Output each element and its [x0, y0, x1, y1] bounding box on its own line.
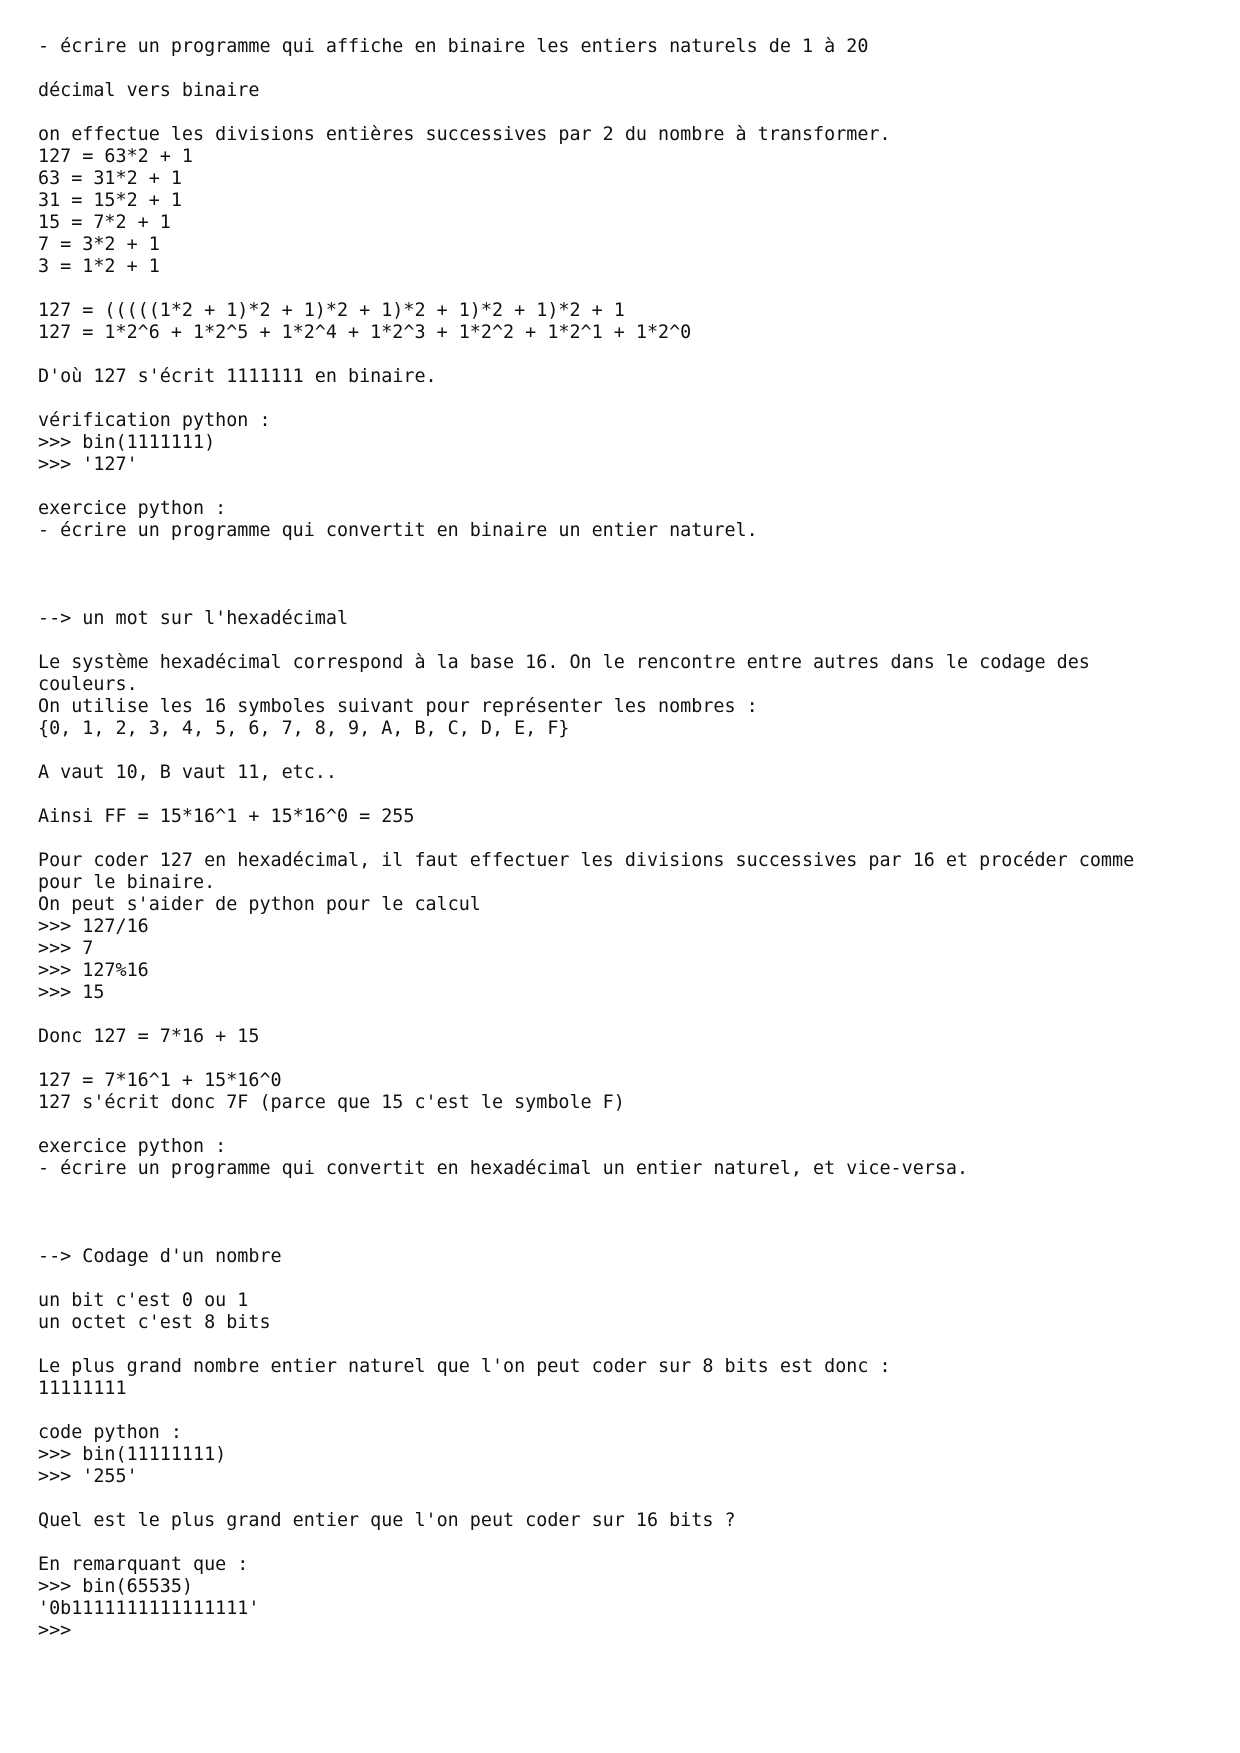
blank-line: [38, 1180, 1208, 1202]
blank-line: [38, 784, 1208, 806]
text-line: - écrire un programme qui convertit en binaire un entier naturel.: [38, 520, 758, 541]
text-line: Pour coder 127 en hexadécimal, il faut effectuer les divisions successives par 16 et procéder comme: [38, 850, 1135, 871]
text-line: Quel est le plus grand entier que l'on peut coder sur 16 bits ?: [38, 1510, 736, 1531]
blank-line: [38, 630, 1208, 652]
text-line: couleurs.: [38, 674, 138, 695]
text-line: 31 = 15*2 + 1: [38, 190, 182, 211]
text-line: A vaut 10, B vaut 11, etc..: [38, 762, 337, 783]
text-line: on effectue les divisions entières successives par 2 du nombre à transformer.: [38, 124, 891, 145]
text-line: 11111111: [38, 1378, 127, 1399]
blank-line: [38, 828, 1208, 850]
text-line: Le plus grand nombre entier naturel que l'on peut coder sur 8 bits est donc :: [38, 1356, 891, 1377]
text-line: un bit c'est 0 ou 1: [38, 1290, 249, 1311]
text-line: exercice python :: [38, 498, 227, 519]
text-line: En remarquant que :: [38, 1554, 249, 1575]
blank-line: [38, 1334, 1208, 1356]
blank-line: [38, 1048, 1208, 1070]
text-line: --> Codage d'un nombre: [38, 1246, 282, 1267]
text-line: vérification python :: [38, 410, 271, 431]
text-line: 127 = 63*2 + 1: [38, 146, 194, 167]
text-line: >>> bin(65535): [38, 1576, 194, 1597]
text-line: 127 = (((((1*2 + 1)*2 + 1)*2 + 1)*2 + 1)*2 + 1)*2 + 1: [38, 300, 625, 321]
text-line: 127 = 7*16^1 + 15*16^0: [38, 1070, 282, 1091]
text-line: pour le binaire.: [38, 872, 216, 893]
text-line: 7 = 3*2 + 1: [38, 234, 160, 255]
text-line: Ainsi FF = 15*16^1 + 15*16^0 = 255: [38, 806, 415, 827]
text-line: --> un mot sur l'hexadécimal: [38, 608, 349, 629]
blank-line: [38, 1004, 1208, 1026]
text-line: >>> bin(1111111): [38, 432, 216, 453]
text-line: - écrire un programme qui affiche en binaire les entiers naturels de 1 à 20: [38, 36, 869, 57]
text-line: 3 = 1*2 + 1: [38, 256, 160, 277]
text-line: >>> 127/16: [38, 916, 149, 937]
document-page: [38, 36, 1208, 1642]
text-line: Le système hexadécimal correspond à la base 16. On le rencontre entre autres dans le codage des: [38, 652, 1090, 673]
blank-line: [38, 102, 1208, 124]
blank-line: [38, 542, 1208, 564]
blank-line: [38, 1202, 1208, 1224]
text-line: Donc 127 = 7*16 + 15: [38, 1026, 260, 1047]
blank-line: [38, 1532, 1208, 1554]
text-line: >>> '127': [38, 454, 138, 475]
blank-line: [38, 740, 1208, 762]
blank-line: [38, 388, 1208, 410]
blank-line: [38, 1268, 1208, 1290]
blank-line: [38, 1224, 1208, 1246]
text-line: '0b1111111111111111': [38, 1598, 260, 1619]
text-line: 15 = 7*2 + 1: [38, 212, 171, 233]
text-line: décimal vers binaire: [38, 80, 260, 101]
text-line: 63 = 31*2 + 1: [38, 168, 182, 189]
text-line: code python :: [38, 1422, 182, 1443]
text-line: - écrire un programme qui convertit en hexadécimal un entier naturel, et vice-versa.: [38, 1158, 969, 1179]
blank-line: [38, 564, 1208, 586]
text-line: >>> bin(11111111): [38, 1444, 227, 1465]
text-line: 127 s'écrit donc 7F (parce que 15 c'est le symbole F): [38, 1092, 625, 1113]
blank-line: [38, 278, 1208, 300]
blank-line: [38, 1400, 1208, 1422]
text-line: On peut s'aider de python pour le calcul: [38, 894, 481, 915]
blank-line: [38, 1114, 1208, 1136]
blank-line: [38, 476, 1208, 498]
text-line: >>> '255': [38, 1466, 138, 1487]
blank-line: [38, 344, 1208, 366]
blank-line: [38, 58, 1208, 80]
text-line: un octet c'est 8 bits: [38, 1312, 271, 1333]
text-line: On utilise les 16 symboles suivant pour représenter les nombres :: [38, 696, 758, 717]
blank-line: [38, 1488, 1208, 1510]
text-line: >>>: [38, 1620, 72, 1641]
text-line: >>> 15: [38, 982, 105, 1003]
text-line: >>> 7: [38, 938, 94, 959]
text-line: exercice python :: [38, 1136, 227, 1157]
text-line: 127 = 1*2^6 + 1*2^5 + 1*2^4 + 1*2^3 + 1*2^2 + 1*2^1 + 1*2^0: [38, 322, 692, 343]
text-line: >>> 127%16: [38, 960, 149, 981]
text-line: {0, 1, 2, 3, 4, 5, 6, 7, 8, 9, A, B, C, D, E, F}: [38, 718, 570, 739]
blank-line: [38, 586, 1208, 608]
text-line: D'où 127 s'écrit 1111111 en binaire.: [38, 366, 437, 387]
